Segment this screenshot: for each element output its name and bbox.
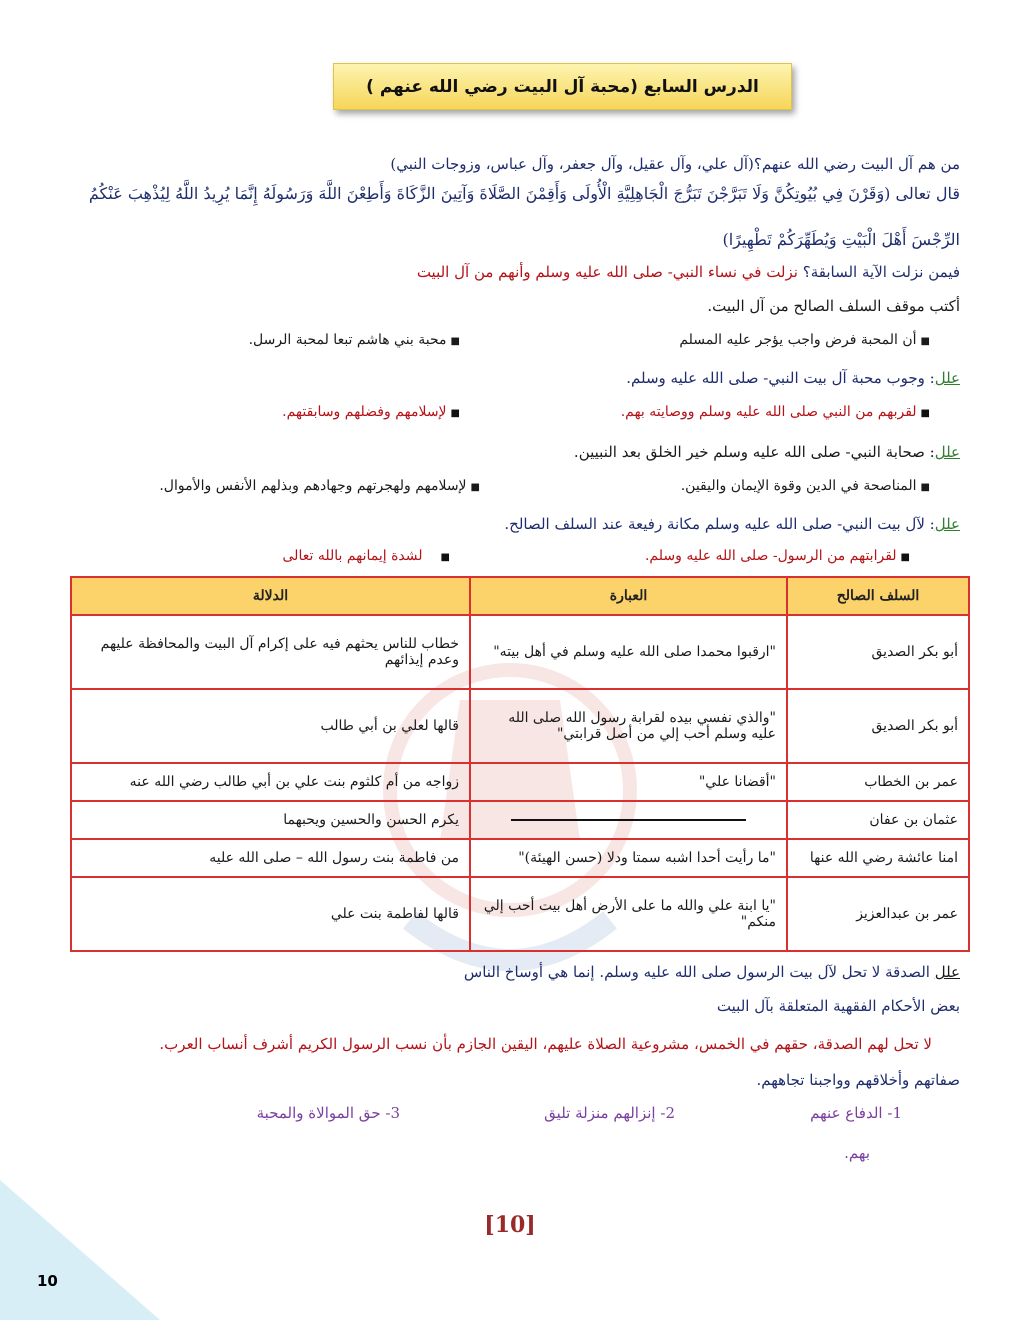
table-cell: "والذي نفسي بيده لقرابة رسول الله صلى الله عليه وسلم أحب إلي من أصل قرابتي": [470, 689, 787, 763]
verse-line-1: قال تعالى (وَقَرْنَ فِي بُيُوتِكُنَّ وَلَا تَبَرَّجْنَ تَبَرُّجَ الْجَاهِلِيَّةِ الْأُولَى وَأَقِمْنَ الصَّلَاةَ وَآتِينَ الزَّكَاةَ وَأَطِعْنَ اللَّهَ وَرَسُولَهُ إِنَّمَا يُرِيدُ اللَّهُ لِيُذْهِبَ عَنْكُمُ: [88, 184, 960, 203]
duty-2-num: 2-: [660, 1104, 675, 1122]
table-header: الدلالة: [71, 577, 470, 615]
verse-line-2: الرِّجْسَ أَهْلَ الْبَيْتِ وَيُطَهِّرَكُمْ تَطْهِيرًا): [722, 230, 960, 249]
table-header: العبارة: [470, 577, 787, 615]
illa-1-answer-2-text: لإسلامهم وفضلهم وسابقتهم.: [282, 404, 447, 420]
illa-1-answer-1-text: لقربهم من النبي صلى الله عليه وسلم ووصايته بهم.: [620, 404, 917, 420]
duty-1-num: 1-: [887, 1104, 902, 1122]
bullet-icon: ■: [920, 408, 930, 419]
bullet-icon: ■: [900, 552, 910, 563]
duty-2: [544, 1104, 675, 1122]
duty-3: [257, 1104, 400, 1122]
nuzul-answer: نزلت في نساء النبي- صلى الله عليه وسلم وأنهم من آل البيت: [416, 263, 798, 281]
table-header: السلف الصالح: [787, 577, 969, 615]
illa-label: علل: [934, 515, 960, 533]
illa-3-answer-1: [645, 548, 910, 564]
table-cell: "ما رأيت أحدا اشبه سمتا ودلا (حسن الهيئة)": [470, 839, 787, 877]
illa-1-answer-1: [621, 404, 930, 420]
table-cell: أبو بكر الصديق: [787, 689, 969, 763]
illa-1-answer-2: [282, 404, 460, 420]
nuzul-question: فيمن نزلت الآية السابقة؟: [802, 263, 960, 281]
table-row: [71, 689, 969, 763]
illa-3-question: : لآل بيت النبي- صلى الله عليه وسلم مكانة رفيعة عند السلف الصالح.: [504, 515, 935, 533]
illa-2: [60, 440, 960, 464]
illa-label: علل: [934, 369, 960, 387]
illa-2-question: : صحابة النبي- صلى الله عليه وسلم خير الخلق بعد النبيين.: [573, 443, 935, 461]
table-cell: امنا عائشة رضي الله عنها: [787, 839, 969, 877]
sadaqa-line: [60, 960, 960, 984]
table-cell: خطاب للناس يحثهم فيه على إكرام آل البيت والمحافظة عليهم وعدم إيذائهم: [71, 615, 470, 689]
table-cell: عمر بن عبدالعزيز: [787, 877, 969, 951]
page-number: 10: [37, 1272, 58, 1290]
ahkam-title: بعض الأحكام الفقهية المتعلقة بآل البيت: [716, 997, 960, 1015]
illa-2-answer-1-text: المناصحة في الدين وقوة الإيمان واليقين.: [680, 478, 917, 494]
duty-3-text: حق الموالاة والمحبة: [256, 1104, 381, 1122]
table-row: [71, 801, 969, 839]
illa-2-answer-1: [681, 478, 930, 494]
table-cell: عثمان بن عفان: [787, 801, 969, 839]
bullet-icon: ■: [450, 408, 460, 419]
duty-2-text: إنزالهم منزلة تليق: [544, 1104, 656, 1122]
bullet-icon: ■: [450, 336, 460, 347]
bullet-icon: ■: [920, 336, 930, 347]
table-cell: أبو بكر الصديق: [787, 615, 969, 689]
salaf-table: [70, 576, 970, 952]
write-stance: أكتب موقف السلف الصالح من آل البيت.: [707, 297, 960, 315]
duty-3-num: 3-: [385, 1104, 400, 1122]
lesson-title: الدرس السابع (محبة آل البيت رضي الله عنهم ): [333, 63, 792, 110]
duty-tail: بهم.: [844, 1144, 870, 1162]
duty-1: [810, 1104, 902, 1122]
illa-label: علل: [934, 963, 960, 981]
dash-line: [511, 819, 746, 821]
illa-1: [60, 366, 960, 390]
stance-text-2: محبة بني هاشم تبعا لمحبة الرسل.: [248, 332, 447, 348]
table-cell: قالها لفاطمة بنت علي: [71, 877, 470, 951]
illa-2-answer-2: [159, 478, 480, 494]
table-row: [71, 839, 969, 877]
bullet-icon: ■: [440, 552, 450, 563]
bullet-icon: ■: [920, 482, 930, 493]
table-row: [71, 877, 969, 951]
illa-1-question: : وجوب محبة آل بيت النبي- صلى الله عليه وسلم.: [626, 369, 935, 387]
question-who: من هم آل البيت رضي الله عنهم؟(آل علي، وآل عقيل، وآل جعفر، وآل عباس، وزوجات النبي): [390, 155, 960, 173]
stance-text-1: أن المحبة فرض واجب يؤجر عليه المسلم: [679, 332, 917, 348]
illa-3-answer-2-text: لشدة إيمانهم بالله تعالى: [282, 548, 423, 564]
table-cell: من فاطمة بنت رسول الله – صلى الله عليه: [71, 839, 470, 877]
sadaqa-question: الصدقة لا تحل لآل بيت الرسول صلى الله عليه وسلم. إنما هي أوساخ الناس: [463, 963, 930, 981]
illa-label: علل: [934, 443, 960, 461]
illa-3-answer-2: [283, 548, 450, 564]
table-header-row: [71, 577, 969, 615]
table-cell: زواجه من أم كلثوم بنت علي بن أبي طالب رضي الله عنه: [71, 763, 470, 801]
stance-item-2: [249, 332, 460, 348]
table-cell-empty: [470, 801, 787, 839]
ahkam-text: لا تحل لهم الصدقة، حقهم في الخمس، مشروعية الصلاة عليهم، اليقين الجازم بأن نسب الرسول الكريم أشرف أنساب العرب.: [159, 1035, 932, 1053]
table-cell: "ارقبوا محمدا صلى الله عليه وسلم في أهل بيته": [470, 615, 787, 689]
table-cell: قالها لعلي بن أبي طالب: [71, 689, 470, 763]
page-label: [10]: [484, 1212, 536, 1238]
illa-2-answer-2-text: لإسلامهم ولهجرتهم وجهادهم وبذلهم الأنفس والأموال.: [159, 478, 467, 494]
table-cell: عمر بن الخطاب: [787, 763, 969, 801]
table-cell: "أقضانا علي": [470, 763, 787, 801]
table-row: [71, 763, 969, 801]
table-row: [71, 615, 969, 689]
illa-3-answer-1-text: لقرابتهم من الرسول- صلى الله عليه وسلم.: [644, 548, 897, 564]
duty-1-text: الدفاع عنهم: [810, 1104, 883, 1122]
stance-item-1: [679, 332, 930, 348]
table-cell: "يا ابنة علي والله ما على الأرض أهل بيت أحب إلي منكم": [470, 877, 787, 951]
illa-3: [60, 512, 960, 536]
bullet-icon: ■: [470, 482, 480, 493]
nuzul-line: [60, 260, 960, 284]
table-cell: يكرم الحسن والحسين ويحبهما: [71, 801, 470, 839]
corner-decoration: [0, 1180, 160, 1320]
sifat-line: صفاتهم وأخلاقهم وواجبنا تجاههم.: [756, 1071, 960, 1089]
